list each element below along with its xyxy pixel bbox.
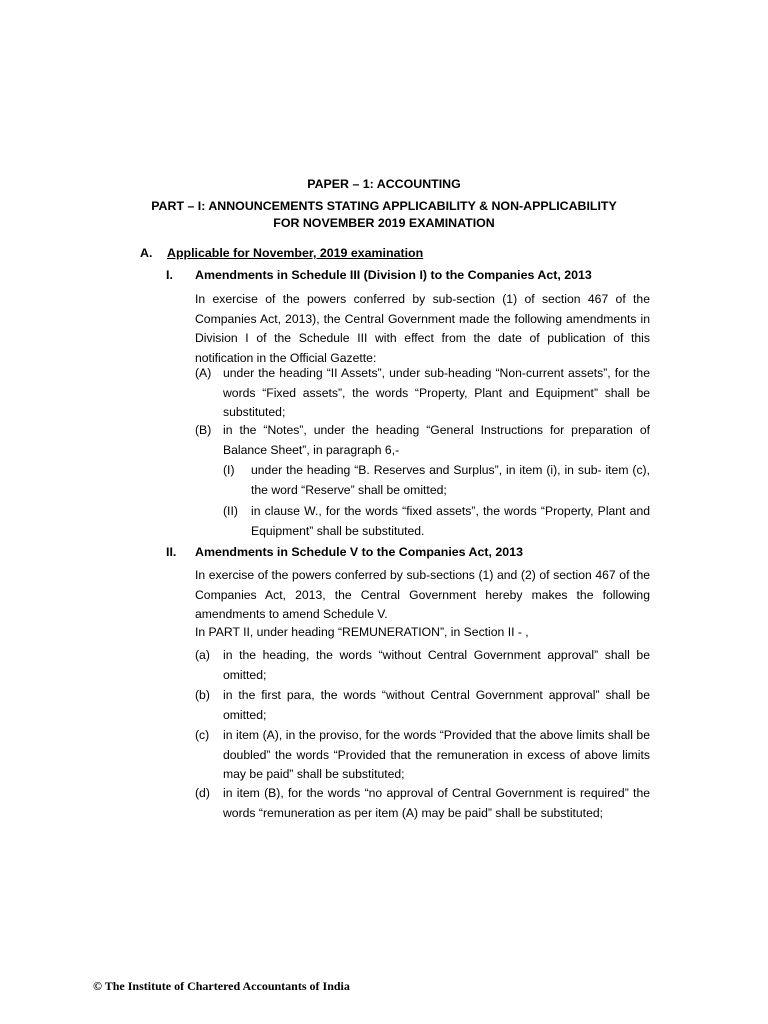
subsection-ii-marker: II.	[166, 545, 177, 559]
part-title-line-2: FOR NOVEMBER 2019 EXAMINATION	[273, 216, 495, 230]
subsection-ii-heading	[166, 543, 523, 563]
list-subitem-i	[223, 461, 650, 500]
subsection-ii-paragraph-2: In PART II, under heading “REMUNERATION”, in Section II - ,	[195, 625, 529, 639]
list-item-c-lower	[195, 726, 650, 785]
list-item-text: in item (B), for the words “no approval of Central Government is required” the words “remuneration as per item (A) may be paid” shall be substituted;	[223, 786, 650, 820]
subsection-ii-paragraph: In exercise of the powers conferred by sub-sections (1) and (2) of section 467 of the Companies Act, 2013, the Central Government hereby makes the following amendments to amend Schedule V.	[195, 568, 650, 621]
subsection-ii-title: Amendments in Schedule V to the Companies Act, 2013	[195, 545, 523, 559]
list-item-a-upper	[195, 364, 650, 423]
list-item-text: under the heading “II Assets”, under sub-heading “Non-current assets”, for the words “Fixed assets”, the words “Property, Plant and Equipment” shall be substituted;	[223, 366, 650, 419]
subsection-i-title: Amendments in Schedule III (Division I) to the Companies Act, 2013	[195, 268, 592, 282]
list-item-marker: (b)	[195, 688, 210, 702]
copyright-footer: © The Institute of Chartered Accountants of India	[93, 979, 350, 993]
subsection-i-marker: I.	[166, 268, 173, 282]
subsection-i-heading	[166, 266, 592, 286]
list-subitem-text: in clause W., for the words “fixed assets”, the words “Property, Plant and Equipment” shall be substituted.	[251, 504, 650, 538]
list-item-b-lower	[195, 686, 650, 725]
list-item-text: in the first para, the words “without Central Government approval” shall be omitted;	[223, 688, 650, 722]
list-item-text: in the “Notes”, under the heading “General Instructions for preparation of Balance Sheet”, in paragraph 6,-	[223, 423, 650, 457]
list-item-marker: (A)	[195, 366, 212, 380]
list-item-b-upper	[195, 421, 650, 460]
list-item-d-lower	[195, 784, 650, 823]
section-a-marker: A.	[140, 246, 153, 260]
list-item-a-lower	[195, 646, 650, 685]
list-item-marker: (c)	[195, 728, 210, 742]
list-subitem-ii	[223, 502, 650, 541]
part-title-line-1: PART – I: ANNOUNCEMENTS STATING APPLICABILITY & NON-APPLICABILITY	[151, 199, 617, 213]
list-item-marker: (a)	[195, 648, 210, 662]
list-subitem-marker: (II)	[223, 504, 238, 518]
list-subitem-text: under the heading “B. Reserves and Surplus”, in item (i), in sub- item (c), the word “Reserve” shall be omitted;	[251, 463, 650, 497]
paper-title: PAPER – 1: ACCOUNTING	[307, 177, 461, 191]
subsection-i-paragraph: In exercise of the powers conferred by sub-section (1) of section 467 of the Companies Act, 2013), the Central Government made the following amendments in Division I of the Schedule III with effect from the date of publication of this notification in the Official Gazette:	[195, 292, 650, 365]
list-item-marker: (B)	[195, 423, 212, 437]
list-item-marker: (d)	[195, 786, 210, 800]
list-subitem-marker: (I)	[223, 463, 235, 477]
list-item-text: in item (A), in the proviso, for the words “Provided that the above limits shall be doubled” the words “Provided that the remuneration in excess of above limits may be paid” shall be substituted;	[223, 728, 650, 781]
section-a-title: Applicable for November, 2019 examination	[167, 246, 424, 260]
list-item-text: in the heading, the words “without Central Government approval” shall be omitted;	[223, 648, 650, 682]
